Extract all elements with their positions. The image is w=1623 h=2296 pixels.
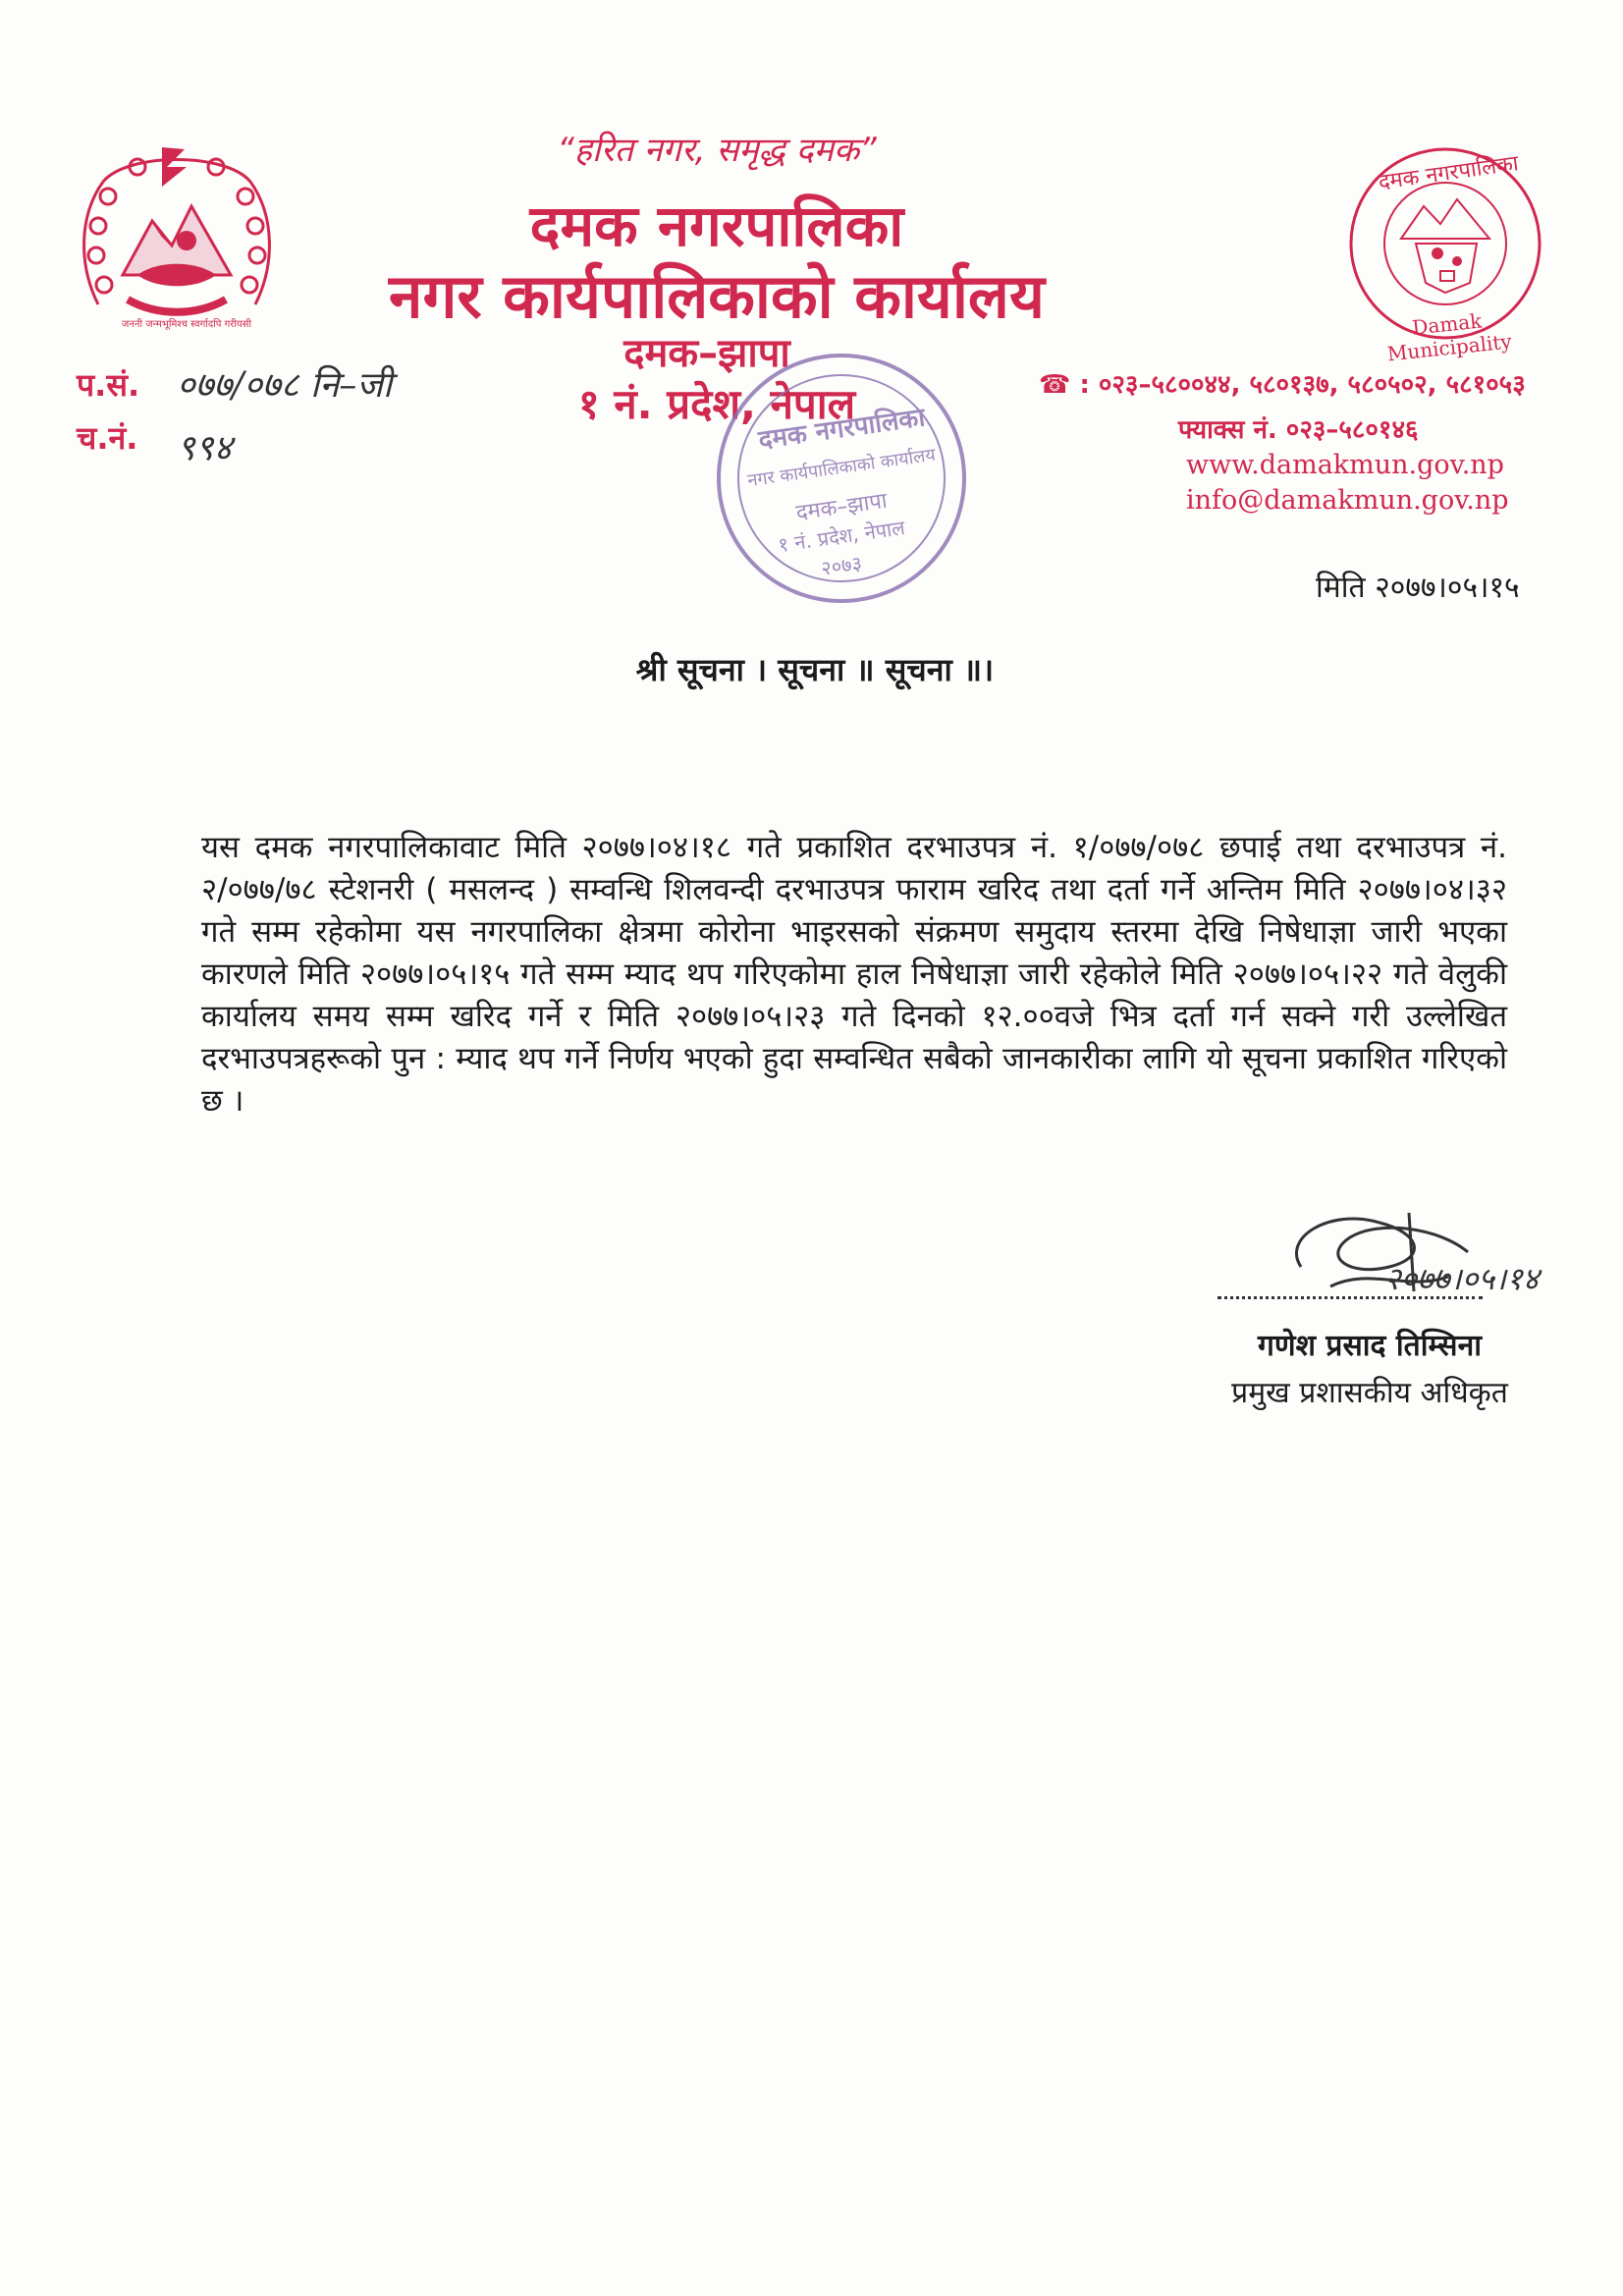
cn-value: ९९४	[177, 428, 233, 468]
logo-top-text: दमक नगरपालिका	[1377, 151, 1521, 195]
signature-line	[1217, 1294, 1483, 1299]
ps-value: ०७७/०७८ नि–जी	[177, 365, 393, 406]
logo-bottom-text: Damak Municipality	[1385, 308, 1513, 366]
signatory-title: प्रमुख प्रशासकीय अधिकृत	[1231, 1376, 1508, 1410]
signatory-name: गणेश प्रसाद तिम्सिना	[1257, 1329, 1482, 1363]
notice-heading: श्री सूचना । सूचना ॥ सूचना ॥।	[635, 651, 995, 688]
fax-number: फ्याक्स नं. ०२३–५८०१४६	[1178, 415, 1419, 445]
office-name: नगर कार्यपालिकाको कार्यालय	[389, 260, 1045, 332]
signature-date: २०७७।०५।१४	[1384, 1260, 1540, 1297]
nepal-emblem-icon	[69, 128, 285, 344]
stamp-line-3: दमक–झापा	[794, 488, 890, 526]
notice-body: यस दमक नगरपालिकावाट मिति २०७७।०४।१८ गते प्रकाशित दरभाउपत्र नं. १/०७७/०७८ छपाई तथा दरभाउपत्र नं. २/०७७/७८ स्टेशनरी ( मसलन्द ) सम्वन्धि शिलवन्दी दरभाउपत्र फाराम खरिद तथा दर्ता गर्ने अन्तिम मिति २०७७।०४।३२ गते सम्म रहेकोमा यस नगरपालिका क्षेत्रमा कोरोना भाइरसको संक्रमण समुदाय स्तरमा देखि निषेधाज्ञा जारी भएका कारणले मिति २०७७।०५।१५ गते सम्म म्याद थप गरिएकोमा हाल निषेधाज्ञा जारी रहेकोले मिति २०७७।०५।२२ गते वेलुकी कार्यालय समय सम्म खरिद गर्ने र मिति २०७७।०५।२३ गते दिनको १२.००वजे भित्र दर्ता गर्न सक्ने गरी उल्लेखित दरभाउपत्रहरूको पुन : म्याद थप गर्ने निर्णय भएको हुदा सम्वन्धित सबैको जानकारीका लागि यो सूचना प्रकाशित गरिएको छ ।	[201, 830, 1507, 1119]
stamp-line-2: नगर कार्यपालिकाको कार्यालय	[746, 444, 937, 492]
cn-label: च.नं.	[77, 419, 138, 457]
address-line-1: दमक–झापा	[623, 331, 790, 376]
emblem-caption: जननी जन्मभूमिश्च स्वर्गादपि गरीयसी	[121, 319, 252, 330]
stamp-line-1: दमक नगरपालिका	[756, 403, 927, 456]
email-link[interactable]: info@damakmun.gov.np	[1186, 485, 1509, 516]
phone-numbers: ☎ : ०२३–५८००४४, ५८०१३७, ५८०५०२, ५८१०५३	[1039, 370, 1526, 400]
stamp-line-4: १ नं. प्रदेश, नेपाल	[776, 516, 907, 557]
municipality-name: दमक नगरपालिका	[529, 192, 904, 259]
slogan: “हरित नगर, समृद्ध दमक”	[557, 131, 877, 170]
stamp-line-5: २०७३	[819, 551, 864, 580]
website-link[interactable]: www.damakmun.gov.np	[1186, 450, 1504, 480]
office-stamp	[709, 346, 974, 611]
address-line-2: १ नं. प्रदेश, नेपाल	[577, 380, 856, 428]
ps-label: प.सं.	[77, 366, 140, 404]
notice-date: मिति २०७७।०५।१५	[1316, 571, 1520, 605]
